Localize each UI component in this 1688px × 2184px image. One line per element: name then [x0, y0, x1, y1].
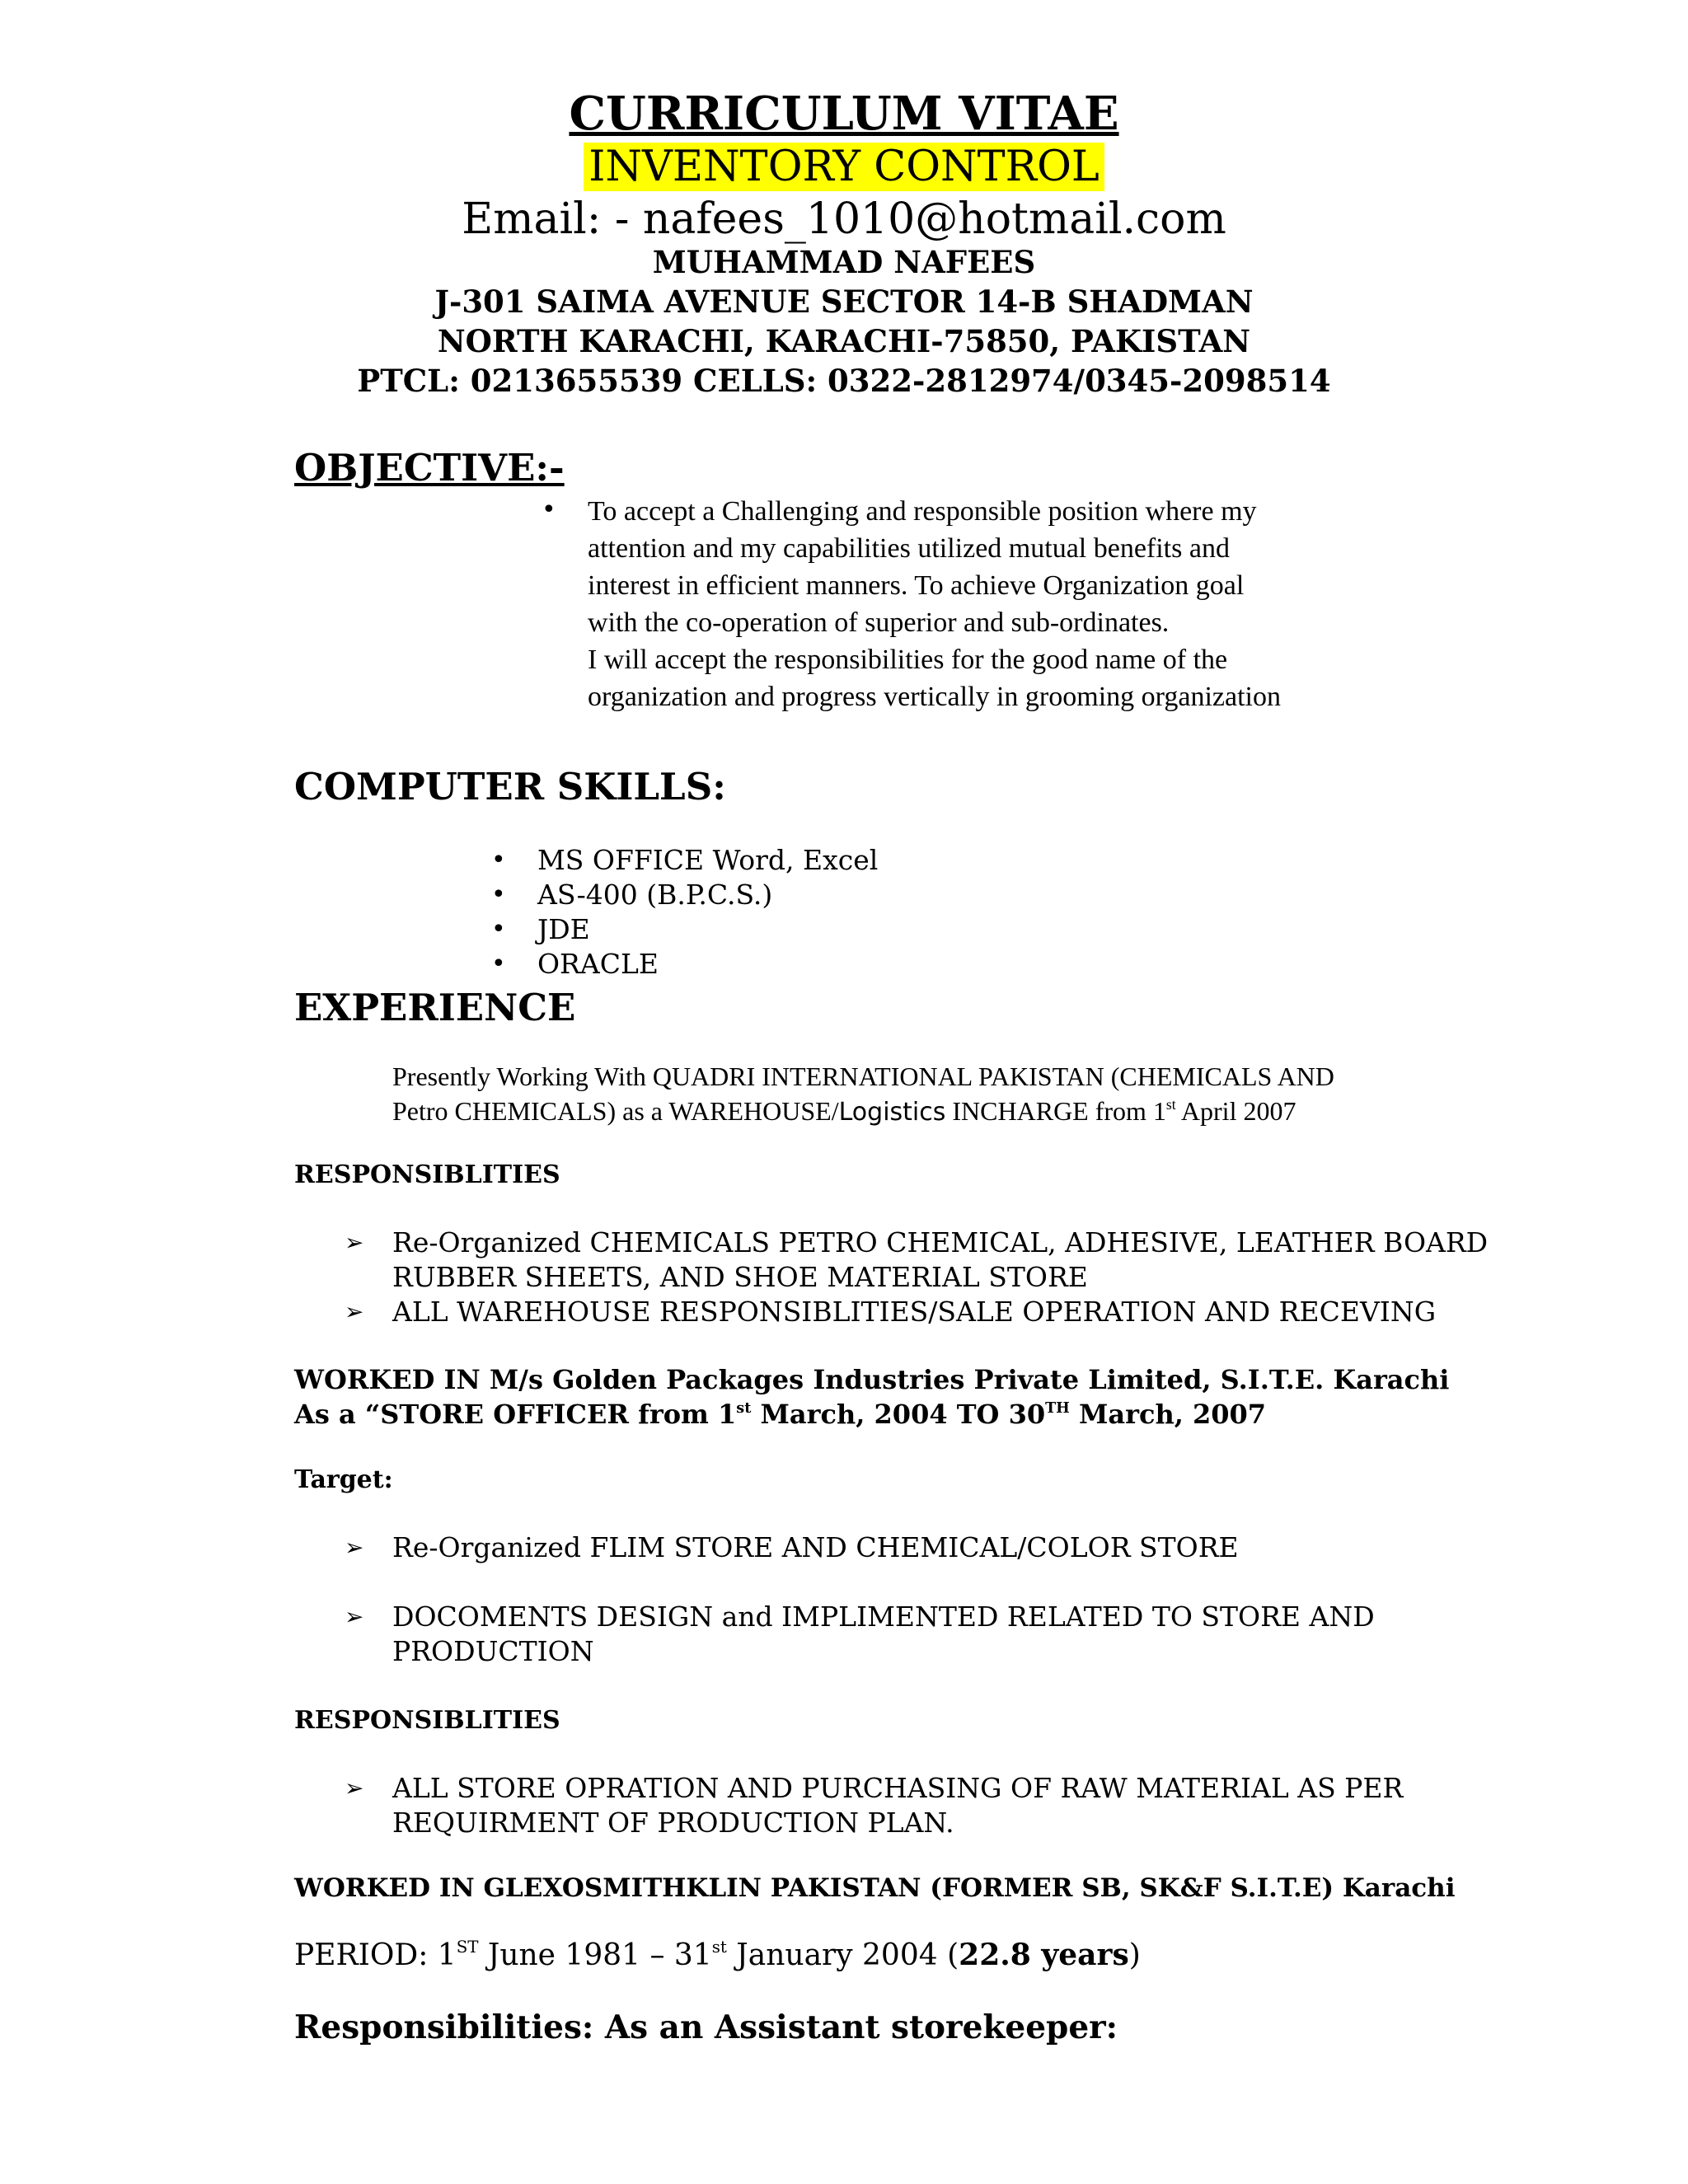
current-job-line-1: Presently Working With QUADRI INTERNATIONAL PAKISTAN (CHEMICALS AND: [392, 1062, 1334, 1091]
target-line: PRODUCTION: [392, 1635, 594, 1667]
objective-line: with the co-operation of superior and sub-ordinates.: [588, 607, 1170, 638]
target-line: DOCOMENTS DESIGN and IMPLIMENTED RELATED TO STORE AND: [392, 1601, 1375, 1633]
golden-job-text: March, 2004 TO 30: [751, 1399, 1046, 1430]
period-text: PERIOD: 1: [294, 1938, 457, 1972]
ordinal-suffix: TH: [1045, 1399, 1070, 1417]
period-text: June 1981 – 31: [478, 1938, 712, 1972]
skill-bullet: •: [491, 846, 506, 874]
arrow-bullet-icon: ➢: [345, 1534, 364, 1561]
skill-bullet: •: [491, 915, 506, 944]
golden-job-line-2: [294, 1397, 1266, 1432]
target-line: Re-Organized FLIM STORE AND CHEMICAL/COLOR STORE: [392, 1531, 1239, 1563]
cv-title: CURRICULUM VITAE: [569, 87, 1119, 141]
responsibilities-heading: RESPONSIBLITIES: [294, 1706, 560, 1735]
objective-line: organization and progress vertically in grooming organization: [588, 682, 1281, 712]
cv-subtitle: INVENTORY CONTROL: [584, 143, 1104, 191]
email-line: Email: - nafees_1010@hotmail.com: [462, 194, 1226, 244]
objective-bullet: •: [542, 495, 556, 524]
ordinal-suffix: ST: [456, 1938, 479, 1957]
ordinal-suffix: st: [711, 1938, 727, 1957]
experience-heading: EXPERIENCE: [294, 986, 576, 1029]
period-years: 22.8 years: [959, 1938, 1129, 1972]
ordinal-suffix: st: [1165, 1095, 1176, 1113]
arrow-bullet-icon: ➢: [345, 1603, 364, 1630]
period-text: January 2004 (: [726, 1938, 959, 1972]
current-job-text: Petro CHEMICALS) as a WAREHOUSE/: [392, 1096, 839, 1126]
skill-bullet: •: [491, 949, 506, 978]
arrow-bullet-icon: ➢: [345, 1229, 364, 1256]
responsibility-line: ALL WAREHOUSE RESPONSIBLITIES/SALE OPERATION AND RECEVING: [392, 1296, 1437, 1328]
golden-job-text: As a “STORE OFFICER from 1: [294, 1399, 737, 1430]
assistant-responsibilities-heading: Responsibilities: As an Assistant storekeeper:: [294, 2008, 1118, 2046]
address-line-2: NORTH KARACHI, KARACHI-75850, PAKISTAN: [437, 323, 1251, 359]
objective-line: I will accept the responsibilities for the good name of the: [588, 644, 1228, 675]
objective-line: To accept a Challenging and responsible position where my: [588, 496, 1257, 527]
current-job-line-2: [392, 1094, 1296, 1130]
skill-item: MS OFFICE Word, Excel: [537, 844, 879, 876]
skills-heading: COMPUTER SKILLS:: [294, 765, 726, 808]
responsibility-line: ALL STORE OPRATION AND PURCHASING OF RAW MATERIAL AS PER: [392, 1772, 1404, 1804]
applicant-name: MUHAMMAD NAFEES: [652, 244, 1036, 280]
responsibility-line: REQUIRMENT OF PRODUCTION PLAN.: [392, 1807, 954, 1839]
responsibilities-heading: RESPONSIBLITIES: [294, 1160, 560, 1189]
target-heading: Target:: [294, 1465, 393, 1494]
skill-item: AS-400 (B.P.C.S.): [537, 879, 773, 911]
arrow-bullet-icon: ➢: [345, 1298, 364, 1325]
skill-bullet: •: [491, 880, 506, 909]
ordinal-suffix: st: [736, 1399, 752, 1417]
responsibility-line: RUBBER SHEETS, AND SHOE MATERIAL STORE: [392, 1261, 1088, 1293]
objective-line: attention and my capabilities utilized mutual benefits and: [588, 533, 1230, 564]
period-text: ): [1128, 1938, 1141, 1972]
skill-item: JDE: [537, 913, 590, 945]
golden-job-line-1: WORKED IN M/s Golden Packages Industries Private Limited, S.I.T.E. Karachi: [294, 1364, 1450, 1395]
glaxo-job-heading: WORKED IN GLEXOSMITHKLIN PAKISTAN (FORMER SB, SK&F S.I.T.E) Karachi: [294, 1873, 1456, 1903]
arrow-bullet-icon: ➢: [345, 1774, 364, 1802]
phone-line: PTCL: 0213655539 CELLS: 0322-2812974/0345-2098514: [357, 363, 1331, 399]
current-job-role: Logistics: [838, 1098, 946, 1127]
address-line-1: J-301 SAIMA AVENUE SECTOR 14-B SHADMAN: [434, 284, 1254, 320]
responsibility-line: Re-Organized CHEMICALS PETRO CHEMICAL, ADHESIVE, LEATHER BOARD: [392, 1226, 1489, 1258]
current-job-text: INCHARGE from 1: [945, 1096, 1166, 1126]
golden-job-text: March, 2007: [1069, 1399, 1267, 1430]
objective-line: interest in efficient manners. To achieve Organization goal: [588, 570, 1245, 601]
glaxo-period-line: [294, 1933, 1141, 1977]
objective-heading: OBJECTIVE:-: [294, 446, 565, 490]
current-job-text: April 2007: [1175, 1096, 1296, 1126]
skill-item: ORACLE: [537, 948, 659, 980]
